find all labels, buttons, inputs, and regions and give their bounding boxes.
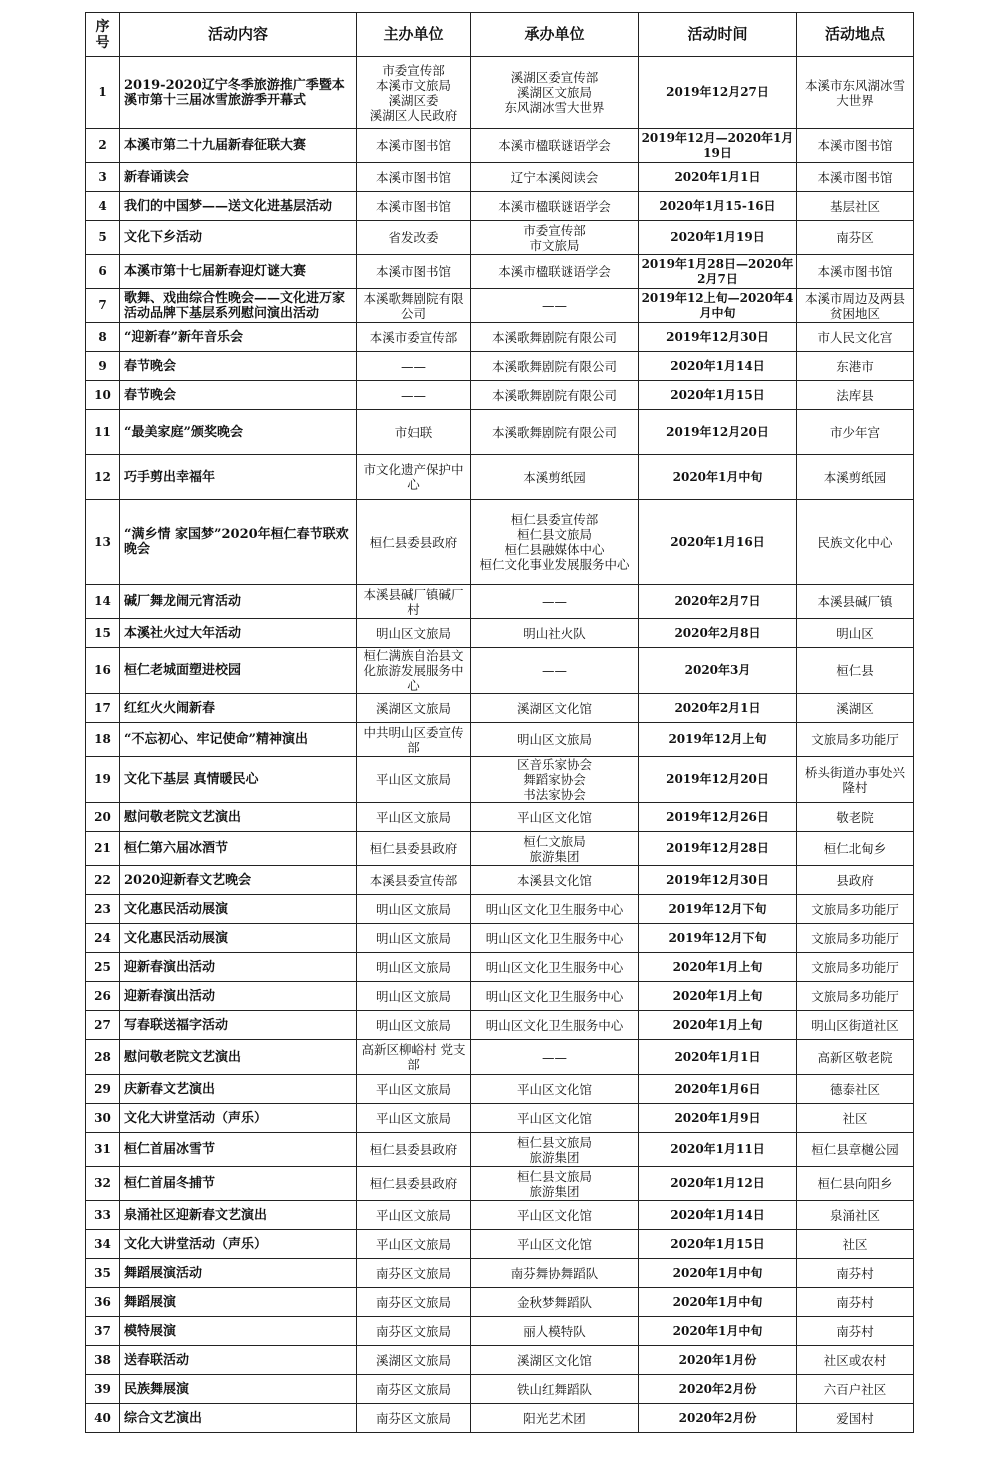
header-organizer: 主办单位 <box>357 13 471 57</box>
activity-schedule-table <box>85 12 914 1433</box>
activity-content: 综合文艺演出 <box>120 1404 357 1433</box>
activity-time: 2020年1月1日 <box>639 1040 797 1075</box>
row-index: 33 <box>86 1201 120 1230</box>
activity-time: 2020年1月15-16日 <box>639 192 797 221</box>
table-body <box>86 57 914 1433</box>
activity-location: 文旅局多功能厅 <box>797 953 914 982</box>
activity-content: 慰问敬老院文艺演出 <box>120 1040 357 1075</box>
activity-location: 爱国村 <box>797 1404 914 1433</box>
activity-time: 2020年1月9日 <box>639 1104 797 1133</box>
activity-time: 2019年12月26日 <box>639 803 797 832</box>
activity-time: 2020年1月19日 <box>639 221 797 255</box>
header-time: 活动时间 <box>639 13 797 57</box>
activity-time: 2020年1月中旬 <box>639 1259 797 1288</box>
activity-content: 春节晚会 <box>120 381 357 410</box>
organizer: 平山区文旅局 <box>357 1230 471 1259</box>
host-unit: 桓仁县文旅局 旅游集团 <box>471 1167 639 1201</box>
host-unit: 本溪县文化馆 <box>471 866 639 895</box>
row-index: 18 <box>86 723 120 757</box>
activity-time: 2020年1月16日 <box>639 500 797 585</box>
activity-content: 民族舞展演 <box>120 1375 357 1404</box>
organizer: 明山区文旅局 <box>357 982 471 1011</box>
organizer: 市妇联 <box>357 410 471 455</box>
table-row <box>86 221 914 255</box>
activity-time: 2019年12月20日 <box>639 757 797 803</box>
organizer: —— <box>357 352 471 381</box>
organizer: 高新区柳峪村 党支部 <box>357 1040 471 1075</box>
table-row <box>86 1075 914 1104</box>
activity-content: 迎新春演出活动 <box>120 953 357 982</box>
activity-time: 2020年2月7日 <box>639 585 797 619</box>
host-unit: 市委宣传部 市文旅局 <box>471 221 639 255</box>
activity-location: 本溪县碱厂镇 <box>797 585 914 619</box>
row-index: 13 <box>86 500 120 585</box>
activity-content: 春节晚会 <box>120 352 357 381</box>
row-index: 4 <box>86 192 120 221</box>
table-row <box>86 323 914 352</box>
activity-time: 2019年12月下旬 <box>639 924 797 953</box>
activity-content: 慰问敬老院文艺演出 <box>120 803 357 832</box>
row-index: 24 <box>86 924 120 953</box>
table-row <box>86 410 914 455</box>
organizer: 本溪县委宣传部 <box>357 866 471 895</box>
row-index: 1 <box>86 57 120 129</box>
activity-content: 2019-2020辽宁冬季旅游推广季暨本溪市第十三届冰雪旅游季开幕式 <box>120 57 357 129</box>
activity-location: 桥头街道办事处兴隆村 <box>797 757 914 803</box>
host-unit: —— <box>471 289 639 323</box>
activity-content: 桓仁第六届冰酒节 <box>120 832 357 866</box>
row-index: 38 <box>86 1346 120 1375</box>
row-index: 25 <box>86 953 120 982</box>
activity-time: 2020年1月15日 <box>639 1230 797 1259</box>
host-unit: 本溪剪纸园 <box>471 455 639 500</box>
organizer: 明山区文旅局 <box>357 619 471 648</box>
activity-location: 本溪市东风湖冰雪大世界 <box>797 57 914 129</box>
activity-location: 县政府 <box>797 866 914 895</box>
activity-location: 明山区 <box>797 619 914 648</box>
table-row <box>86 1133 914 1167</box>
row-index: 31 <box>86 1133 120 1167</box>
row-index: 26 <box>86 982 120 1011</box>
activity-time: 2020年1月14日 <box>639 352 797 381</box>
activity-time: 2020年1月11日 <box>639 1133 797 1167</box>
header-row <box>86 13 914 57</box>
row-index: 35 <box>86 1259 120 1288</box>
activity-time: 2020年1月15日 <box>639 381 797 410</box>
activity-location: 基层社区 <box>797 192 914 221</box>
table-row <box>86 1040 914 1075</box>
row-index: 8 <box>86 323 120 352</box>
organizer: 南芬区文旅局 <box>357 1375 471 1404</box>
organizer: 平山区文旅局 <box>357 1075 471 1104</box>
table-row <box>86 129 914 163</box>
activity-location: 南芬村 <box>797 1317 914 1346</box>
organizer: 本溪歌舞剧院有限公司 <box>357 289 471 323</box>
row-index: 28 <box>86 1040 120 1075</box>
row-index: 7 <box>86 289 120 323</box>
activity-location: 本溪市图书馆 <box>797 129 914 163</box>
table-row <box>86 289 914 323</box>
activity-content: 文化惠民活动展演 <box>120 895 357 924</box>
host-unit: 明山区文化卫生服务中心 <box>471 982 639 1011</box>
activity-location: 南芬村 <box>797 1288 914 1317</box>
table-row <box>86 982 914 1011</box>
activity-location: 南芬村 <box>797 1259 914 1288</box>
row-index: 20 <box>86 803 120 832</box>
row-index: 19 <box>86 757 120 803</box>
activity-location: 溪湖区 <box>797 694 914 723</box>
activity-location: 南芬区 <box>797 221 914 255</box>
activity-time: 2019年12月下旬 <box>639 895 797 924</box>
activity-time: 2019年12月—2020年1月19日 <box>639 129 797 163</box>
organizer: 桓仁县委县政府 <box>357 832 471 866</box>
host-unit: 明山区文化卫生服务中心 <box>471 895 639 924</box>
table-row <box>86 619 914 648</box>
activity-time: 2020年1月14日 <box>639 1201 797 1230</box>
host-unit: 明山社火队 <box>471 619 639 648</box>
organizer: 桓仁县委县政府 <box>357 1167 471 1201</box>
table-row <box>86 192 914 221</box>
row-index: 40 <box>86 1404 120 1433</box>
activity-content: 本溪市第十七届新春迎灯谜大赛 <box>120 255 357 289</box>
activity-content: 桓仁首届冬捕节 <box>120 1167 357 1201</box>
row-index: 12 <box>86 455 120 500</box>
host-unit: 平山区文化馆 <box>471 1230 639 1259</box>
activity-content: 2020迎新春文艺晚会 <box>120 866 357 895</box>
host-unit: 铁山红舞蹈队 <box>471 1375 639 1404</box>
activity-content: 碱厂舞龙闹元宵活动 <box>120 585 357 619</box>
organizer: 明山区文旅局 <box>357 1011 471 1040</box>
organizer: 本溪县碱厂镇碱厂村 <box>357 585 471 619</box>
table-row <box>86 255 914 289</box>
host-unit: —— <box>471 648 639 694</box>
activity-location: 文旅局多功能厅 <box>797 723 914 757</box>
activity-location: 桓仁县章樾公园 <box>797 1133 914 1167</box>
host-unit: 本溪歌舞剧院有限公司 <box>471 352 639 381</box>
organizer: 省发改委 <box>357 221 471 255</box>
activity-time: 2020年1月6日 <box>639 1075 797 1104</box>
host-unit: 溪湖区文化馆 <box>471 1346 639 1375</box>
host-unit: —— <box>471 1040 639 1075</box>
table-row <box>86 1404 914 1433</box>
activity-location: 法库县 <box>797 381 914 410</box>
host-unit: 明山区文旅局 <box>471 723 639 757</box>
activity-time: 2020年1月12日 <box>639 1167 797 1201</box>
table-row <box>86 1288 914 1317</box>
row-index: 21 <box>86 832 120 866</box>
table-row <box>86 757 914 803</box>
row-index: 16 <box>86 648 120 694</box>
activity-time: 2020年2月8日 <box>639 619 797 648</box>
host-unit: 溪湖区文化馆 <box>471 694 639 723</box>
table-row <box>86 1230 914 1259</box>
row-index: 27 <box>86 1011 120 1040</box>
table-row <box>86 694 914 723</box>
table-row <box>86 1259 914 1288</box>
row-index: 37 <box>86 1317 120 1346</box>
activity-time: 2019年12月30日 <box>639 323 797 352</box>
host-unit: 明山区文化卫生服务中心 <box>471 1011 639 1040</box>
activity-content: 文化大讲堂活动（声乐） <box>120 1104 357 1133</box>
activity-content: 文化惠民活动展演 <box>120 924 357 953</box>
activity-time: 2019年1月28日—2020年2月7日 <box>639 255 797 289</box>
activity-time: 2020年2月份 <box>639 1404 797 1433</box>
activity-time: 2020年1月份 <box>639 1346 797 1375</box>
activity-time: 2019年12月27日 <box>639 57 797 129</box>
activity-content: 桓仁老城面塑进校园 <box>120 648 357 694</box>
table-row <box>86 803 914 832</box>
organizer: 桓仁县委县政府 <box>357 500 471 585</box>
activity-content: 本溪社火过大年活动 <box>120 619 357 648</box>
table-row <box>86 455 914 500</box>
host-unit: 平山区文化馆 <box>471 1104 639 1133</box>
activity-time: 2020年2月1日 <box>639 694 797 723</box>
row-index: 5 <box>86 221 120 255</box>
activity-time: 2019年12上旬—2020年4月中旬 <box>639 289 797 323</box>
activity-content: 新春诵读会 <box>120 163 357 192</box>
activity-location: 明山区街道社区 <box>797 1011 914 1040</box>
organizer: 平山区文旅局 <box>357 1201 471 1230</box>
activity-location: 民族文化中心 <box>797 500 914 585</box>
activity-content: “不忘初心、牢记使命”精神演出 <box>120 723 357 757</box>
activity-location: 文旅局多功能厅 <box>797 924 914 953</box>
organizer: 平山区文旅局 <box>357 757 471 803</box>
activity-time: 2019年12月30日 <box>639 866 797 895</box>
organizer: —— <box>357 381 471 410</box>
table-row <box>86 1346 914 1375</box>
activity-location: 市人民文化宫 <box>797 323 914 352</box>
organizer: 本溪市委宣传部 <box>357 323 471 352</box>
host-unit: 本溪歌舞剧院有限公司 <box>471 410 639 455</box>
activity-content: 桓仁首届冰雪节 <box>120 1133 357 1167</box>
table-row <box>86 352 914 381</box>
activity-time: 2019年12月28日 <box>639 832 797 866</box>
row-index: 11 <box>86 410 120 455</box>
host-unit: 平山区文化馆 <box>471 1075 639 1104</box>
activity-content: 送春联活动 <box>120 1346 357 1375</box>
organizer: 平山区文旅局 <box>357 1104 471 1133</box>
organizer: 南芬区文旅局 <box>357 1259 471 1288</box>
organizer: 市委宣传部 本溪市文旅局 溪湖区委 溪湖区人民政府 <box>357 57 471 129</box>
activity-time: 2019年12月上旬 <box>639 723 797 757</box>
activity-location: 本溪市图书馆 <box>797 255 914 289</box>
organizer: 明山区文旅局 <box>357 924 471 953</box>
activity-time: 2020年2月份 <box>639 1375 797 1404</box>
organizer: 本溪市图书馆 <box>357 255 471 289</box>
header-host: 承办单位 <box>471 13 639 57</box>
activity-location: 社区或农村 <box>797 1346 914 1375</box>
host-unit: 南芬舞协舞蹈队 <box>471 1259 639 1288</box>
organizer: 桓仁满族自治县文化旅游发展服务中心 <box>357 648 471 694</box>
row-index: 30 <box>86 1104 120 1133</box>
host-unit: 本溪歌舞剧院有限公司 <box>471 381 639 410</box>
host-unit: 阳光艺术团 <box>471 1404 639 1433</box>
host-unit: 桓仁县委宣传部 桓仁县文旅局 桓仁县融媒体中心 桓仁文化事业发展服务中心 <box>471 500 639 585</box>
table-row <box>86 1167 914 1201</box>
activity-location: 东港市 <box>797 352 914 381</box>
host-unit: 本溪市楹联谜语学会 <box>471 192 639 221</box>
header-index: 序号 <box>86 13 120 57</box>
activity-time: 2020年3月 <box>639 648 797 694</box>
activity-location: 本溪市图书馆 <box>797 163 914 192</box>
organizer: 南芬区文旅局 <box>357 1404 471 1433</box>
activity-content: 庆新春文艺演出 <box>120 1075 357 1104</box>
host-unit: 平山区文化馆 <box>471 803 639 832</box>
organizer: 本溪市图书馆 <box>357 163 471 192</box>
activity-content: 本溪市第二十九届新春征联大赛 <box>120 129 357 163</box>
activity-content: 巧手剪出幸福年 <box>120 455 357 500</box>
table-row <box>86 381 914 410</box>
row-index: 10 <box>86 381 120 410</box>
activity-time: 2020年1月上旬 <box>639 982 797 1011</box>
activity-location: 社区 <box>797 1230 914 1259</box>
row-index: 34 <box>86 1230 120 1259</box>
organizer: 本溪市图书馆 <box>357 129 471 163</box>
table-row <box>86 832 914 866</box>
activity-location: 德泰社区 <box>797 1075 914 1104</box>
activity-content: 泉涌社区迎新春文艺演出 <box>120 1201 357 1230</box>
row-index: 6 <box>86 255 120 289</box>
host-unit: 溪湖区委宣传部 溪湖区文旅局 东风湖冰雪大世界 <box>471 57 639 129</box>
table-row <box>86 953 914 982</box>
activity-location: 本溪市周边及两县贫困地区 <box>797 289 914 323</box>
row-index: 17 <box>86 694 120 723</box>
activity-location: 高新区敬老院 <box>797 1040 914 1075</box>
row-index: 23 <box>86 895 120 924</box>
activity-content: 歌舞、戏曲综合性晚会——文化进万家活动品牌下基层系列慰问演出活动 <box>120 289 357 323</box>
table-row <box>86 1375 914 1404</box>
activity-time: 2020年1月上旬 <box>639 953 797 982</box>
activity-location: 市少年宫 <box>797 410 914 455</box>
header-location: 活动地点 <box>797 13 914 57</box>
activity-time: 2019年12月20日 <box>639 410 797 455</box>
host-unit: 平山区文化馆 <box>471 1201 639 1230</box>
activity-time: 2020年1月中旬 <box>639 1317 797 1346</box>
row-index: 3 <box>86 163 120 192</box>
activity-location: 桓仁县向阳乡 <box>797 1167 914 1201</box>
organizer: 市文化遗产保护中心 <box>357 455 471 500</box>
host-unit: 本溪市楹联谜语学会 <box>471 255 639 289</box>
activity-location: 敬老院 <box>797 803 914 832</box>
activity-location: 文旅局多功能厅 <box>797 895 914 924</box>
host-unit: —— <box>471 585 639 619</box>
row-index: 39 <box>86 1375 120 1404</box>
host-unit: 本溪歌舞剧院有限公司 <box>471 323 639 352</box>
activity-location: 桓仁县 <box>797 648 914 694</box>
activity-content: 写春联送福字活动 <box>120 1011 357 1040</box>
organizer: 中共明山区委宣传部 <box>357 723 471 757</box>
organizer: 溪湖区文旅局 <box>357 1346 471 1375</box>
host-unit: 丽人模特队 <box>471 1317 639 1346</box>
row-index: 29 <box>86 1075 120 1104</box>
table-row <box>86 163 914 192</box>
organizer: 桓仁县委县政府 <box>357 1133 471 1167</box>
host-unit: 明山区文化卫生服务中心 <box>471 924 639 953</box>
activity-content: 文化下乡活动 <box>120 221 357 255</box>
table-row <box>86 1011 914 1040</box>
host-unit: 辽宁本溪阅读会 <box>471 163 639 192</box>
table-row <box>86 1104 914 1133</box>
activity-time: 2020年1月中旬 <box>639 1288 797 1317</box>
table-row <box>86 866 914 895</box>
host-unit: 桓仁文旅局 旅游集团 <box>471 832 639 866</box>
activity-content: 文化下基层 真情暖民心 <box>120 757 357 803</box>
activity-location: 泉涌社区 <box>797 1201 914 1230</box>
table-row <box>86 1317 914 1346</box>
row-index: 2 <box>86 129 120 163</box>
activity-time: 2020年1月中旬 <box>639 455 797 500</box>
row-index: 15 <box>86 619 120 648</box>
activity-content: 舞蹈展演活动 <box>120 1259 357 1288</box>
activity-location: 文旅局多功能厅 <box>797 982 914 1011</box>
activity-location: 本溪剪纸园 <box>797 455 914 500</box>
header-content: 活动内容 <box>120 13 357 57</box>
activity-content: 舞蹈展演 <box>120 1288 357 1317</box>
organizer: 明山区文旅局 <box>357 895 471 924</box>
activity-content: 文化大讲堂活动（声乐） <box>120 1230 357 1259</box>
row-index: 32 <box>86 1167 120 1201</box>
activity-content: 模特展演 <box>120 1317 357 1346</box>
table-row <box>86 648 914 694</box>
table-row <box>86 895 914 924</box>
row-index: 14 <box>86 585 120 619</box>
activity-content: “迎新春”新年音乐会 <box>120 323 357 352</box>
organizer: 南芬区文旅局 <box>357 1317 471 1346</box>
activity-content: “最美家庭”颁奖晚会 <box>120 410 357 455</box>
row-index: 9 <box>86 352 120 381</box>
table-row <box>86 585 914 619</box>
host-unit: 区音乐家协会 舞蹈家协会 书法家协会 <box>471 757 639 803</box>
activity-content: 红红火火闹新春 <box>120 694 357 723</box>
organizer: 溪湖区文旅局 <box>357 694 471 723</box>
row-index: 22 <box>86 866 120 895</box>
activity-time: 2020年1月上旬 <box>639 1011 797 1040</box>
host-unit: 明山区文化卫生服务中心 <box>471 953 639 982</box>
activity-content: “满乡情 家国梦”2020年桓仁春节联欢晚会 <box>120 500 357 585</box>
host-unit: 桓仁县文旅局 旅游集团 <box>471 1133 639 1167</box>
activity-content: 我们的中国梦——送文化进基层活动 <box>120 192 357 221</box>
organizer: 明山区文旅局 <box>357 953 471 982</box>
organizer: 南芬区文旅局 <box>357 1288 471 1317</box>
table-row <box>86 57 914 129</box>
activity-location: 桓仁北甸乡 <box>797 832 914 866</box>
activity-content: 迎新春演出活动 <box>120 982 357 1011</box>
activity-time: 2020年1月1日 <box>639 163 797 192</box>
activity-location: 社区 <box>797 1104 914 1133</box>
row-index: 36 <box>86 1288 120 1317</box>
organizer: 平山区文旅局 <box>357 803 471 832</box>
table-row <box>86 723 914 757</box>
organizer: 本溪市图书馆 <box>357 192 471 221</box>
table-row <box>86 924 914 953</box>
activity-location: 六百户社区 <box>797 1375 914 1404</box>
table-row <box>86 500 914 585</box>
host-unit: 金秋梦舞蹈队 <box>471 1288 639 1317</box>
host-unit: 本溪市楹联谜语学会 <box>471 129 639 163</box>
table-row <box>86 1201 914 1230</box>
